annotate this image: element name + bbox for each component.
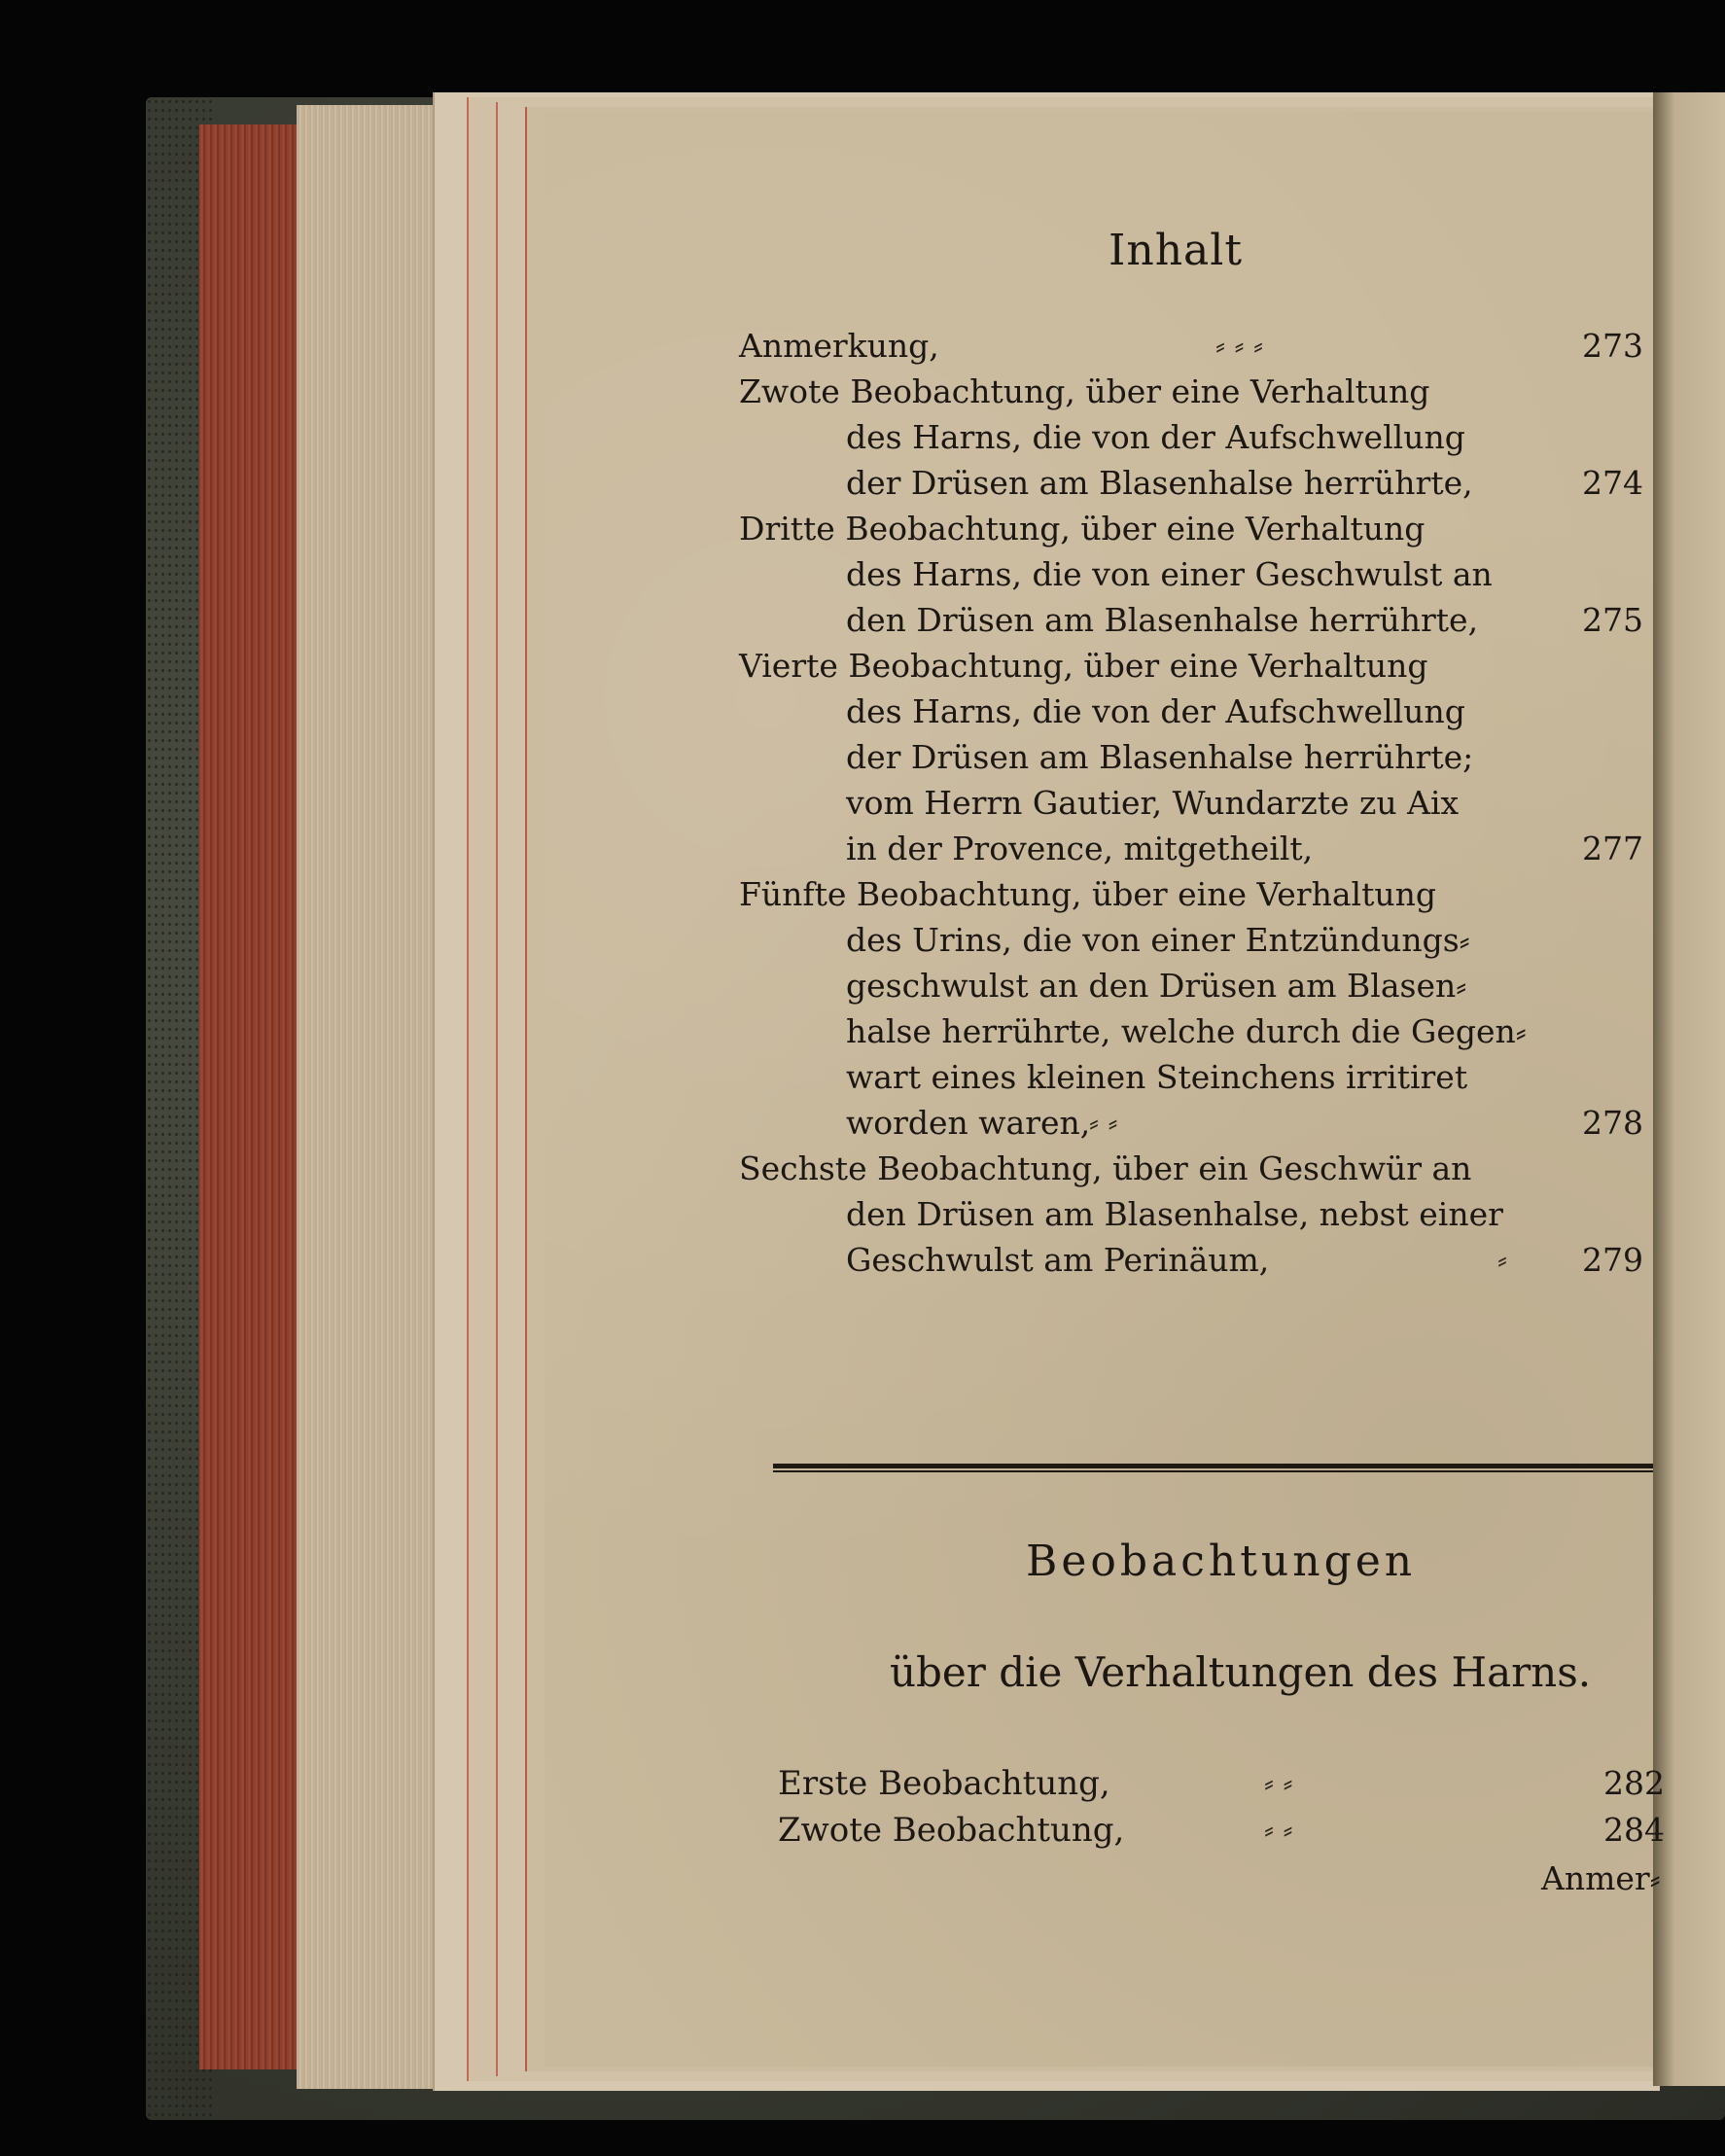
section-title: Beobachtungen	[1026, 1537, 1417, 1586]
toc-entry	[739, 917, 1643, 963]
toc-page-number: 277	[1582, 830, 1643, 867]
toc-entry-text: in der Provence, mitgetheilt,	[846, 830, 1314, 867]
toc-entry	[739, 506, 1643, 551]
toc-entry-text: Fünfte Beobachtung, über eine Verhaltung	[739, 875, 1436, 913]
red-page-edges	[199, 124, 297, 2069]
section-subtitle: über die Verhaltungen des Harns.	[890, 1648, 1592, 1696]
toc-leader-dots: ⸗ ⸗	[1264, 1813, 1293, 1847]
toc-entry	[739, 963, 1643, 1008]
toc-entry-text: des Urins, die von einer Entzündungs⸗	[846, 921, 1470, 959]
toc-entry-text: Zwote Beobachtung,	[778, 1811, 1125, 1850]
toc-entry-text: Erste Beobachtung,	[778, 1764, 1110, 1803]
toc-entry-text: vom Herrn Gautier, Wundarzte zu Aix	[846, 784, 1460, 822]
toc-entry	[778, 1807, 1665, 1854]
toc-entry	[739, 826, 1643, 871]
toc-entry-text: den Drüsen am Blasenhalse, nebst einer	[846, 1195, 1503, 1233]
toc-leader-dots: ⸗ ⸗	[1264, 1766, 1293, 1800]
toc-entry-text: worden waren,	[846, 1104, 1091, 1142]
toc-entry	[739, 323, 1643, 369]
toc-entry-text: des Harns, die von der Aufschwellung	[846, 418, 1465, 456]
toc-page-number: 274	[1582, 464, 1643, 502]
toc-entry	[739, 551, 1643, 597]
catchword: Anmer⸗	[1541, 1859, 1661, 1897]
toc-entry-text: Sechste Beobachtung, über ein Geschwür an	[739, 1149, 1472, 1187]
toc-entry	[778, 1760, 1665, 1807]
toc-entry	[739, 597, 1643, 643]
toc-page-number: 273	[1582, 327, 1643, 365]
toc-entry-text: den Drüsen am Blasenhalse herrührte,	[846, 601, 1479, 639]
section-contents	[778, 1760, 1665, 1854]
toc-entry	[739, 460, 1643, 506]
toc-entry	[739, 1191, 1643, 1237]
toc-page-number: 278	[1582, 1104, 1643, 1142]
toc-entry-text: des Harns, die von einer Geschwulst an	[846, 555, 1493, 593]
toc-entry-text: Anmerkung,	[739, 327, 939, 365]
toc-entry-text: Geschwulst am Perinäum,	[846, 1241, 1270, 1279]
toc-entry	[739, 734, 1643, 780]
toc-page-number: 275	[1582, 601, 1643, 639]
toc-entry-text: des Harns, die von der Aufschwellung	[846, 692, 1465, 730]
toc-entry	[739, 780, 1643, 826]
section-divider-rule	[773, 1464, 1653, 1468]
toc-entry	[739, 1237, 1643, 1283]
toc-entry-text: Zwote Beobachtung, über eine Verhaltung	[739, 372, 1430, 410]
toc-entry-text: der Drüsen am Blasenhalse herrührte,	[846, 464, 1473, 502]
toc-entry	[739, 1100, 1643, 1146]
page-block-edges	[297, 105, 433, 2089]
toc-entry-text: Dritte Beobachtung, über eine Verhaltung	[739, 510, 1426, 548]
toc-leader-dots: ⸗	[1497, 1243, 1507, 1277]
toc-entry	[739, 1008, 1643, 1054]
toc-entry	[739, 689, 1643, 734]
toc-entry	[739, 1054, 1643, 1100]
toc-page-number: 279	[1582, 1241, 1643, 1279]
toc-page-number: 284	[1603, 1811, 1665, 1849]
toc-leader-dots: ⸗ ⸗	[1089, 1106, 1118, 1140]
toc-entry-text: wart eines kleinen Steinchens irritiret	[846, 1058, 1468, 1096]
toc-entry-text: halse herrührte, welche durch die Gegen⸗	[846, 1012, 1527, 1050]
toc-entry	[739, 1146, 1643, 1191]
table-of-contents	[739, 323, 1643, 1283]
toc-entry-text: geschwulst an den Drüsen am Blasen⸗	[846, 967, 1467, 1005]
toc-entry-text: Vierte Beobachtung, über eine Verhaltung	[739, 647, 1428, 685]
toc-entry	[739, 414, 1643, 460]
toc-entry	[739, 643, 1643, 689]
toc-entry-text: der Drüsen am Blasenhalse herrührte;	[846, 738, 1474, 776]
toc-leader-dots: ⸗ ⸗ ⸗	[1215, 329, 1264, 363]
toc-page-number: 282	[1603, 1764, 1665, 1802]
toc-entry	[739, 871, 1643, 917]
running-head: Inhalt	[1109, 226, 1244, 275]
section-divider-rule-thin	[773, 1470, 1653, 1472]
toc-entry	[739, 369, 1643, 414]
